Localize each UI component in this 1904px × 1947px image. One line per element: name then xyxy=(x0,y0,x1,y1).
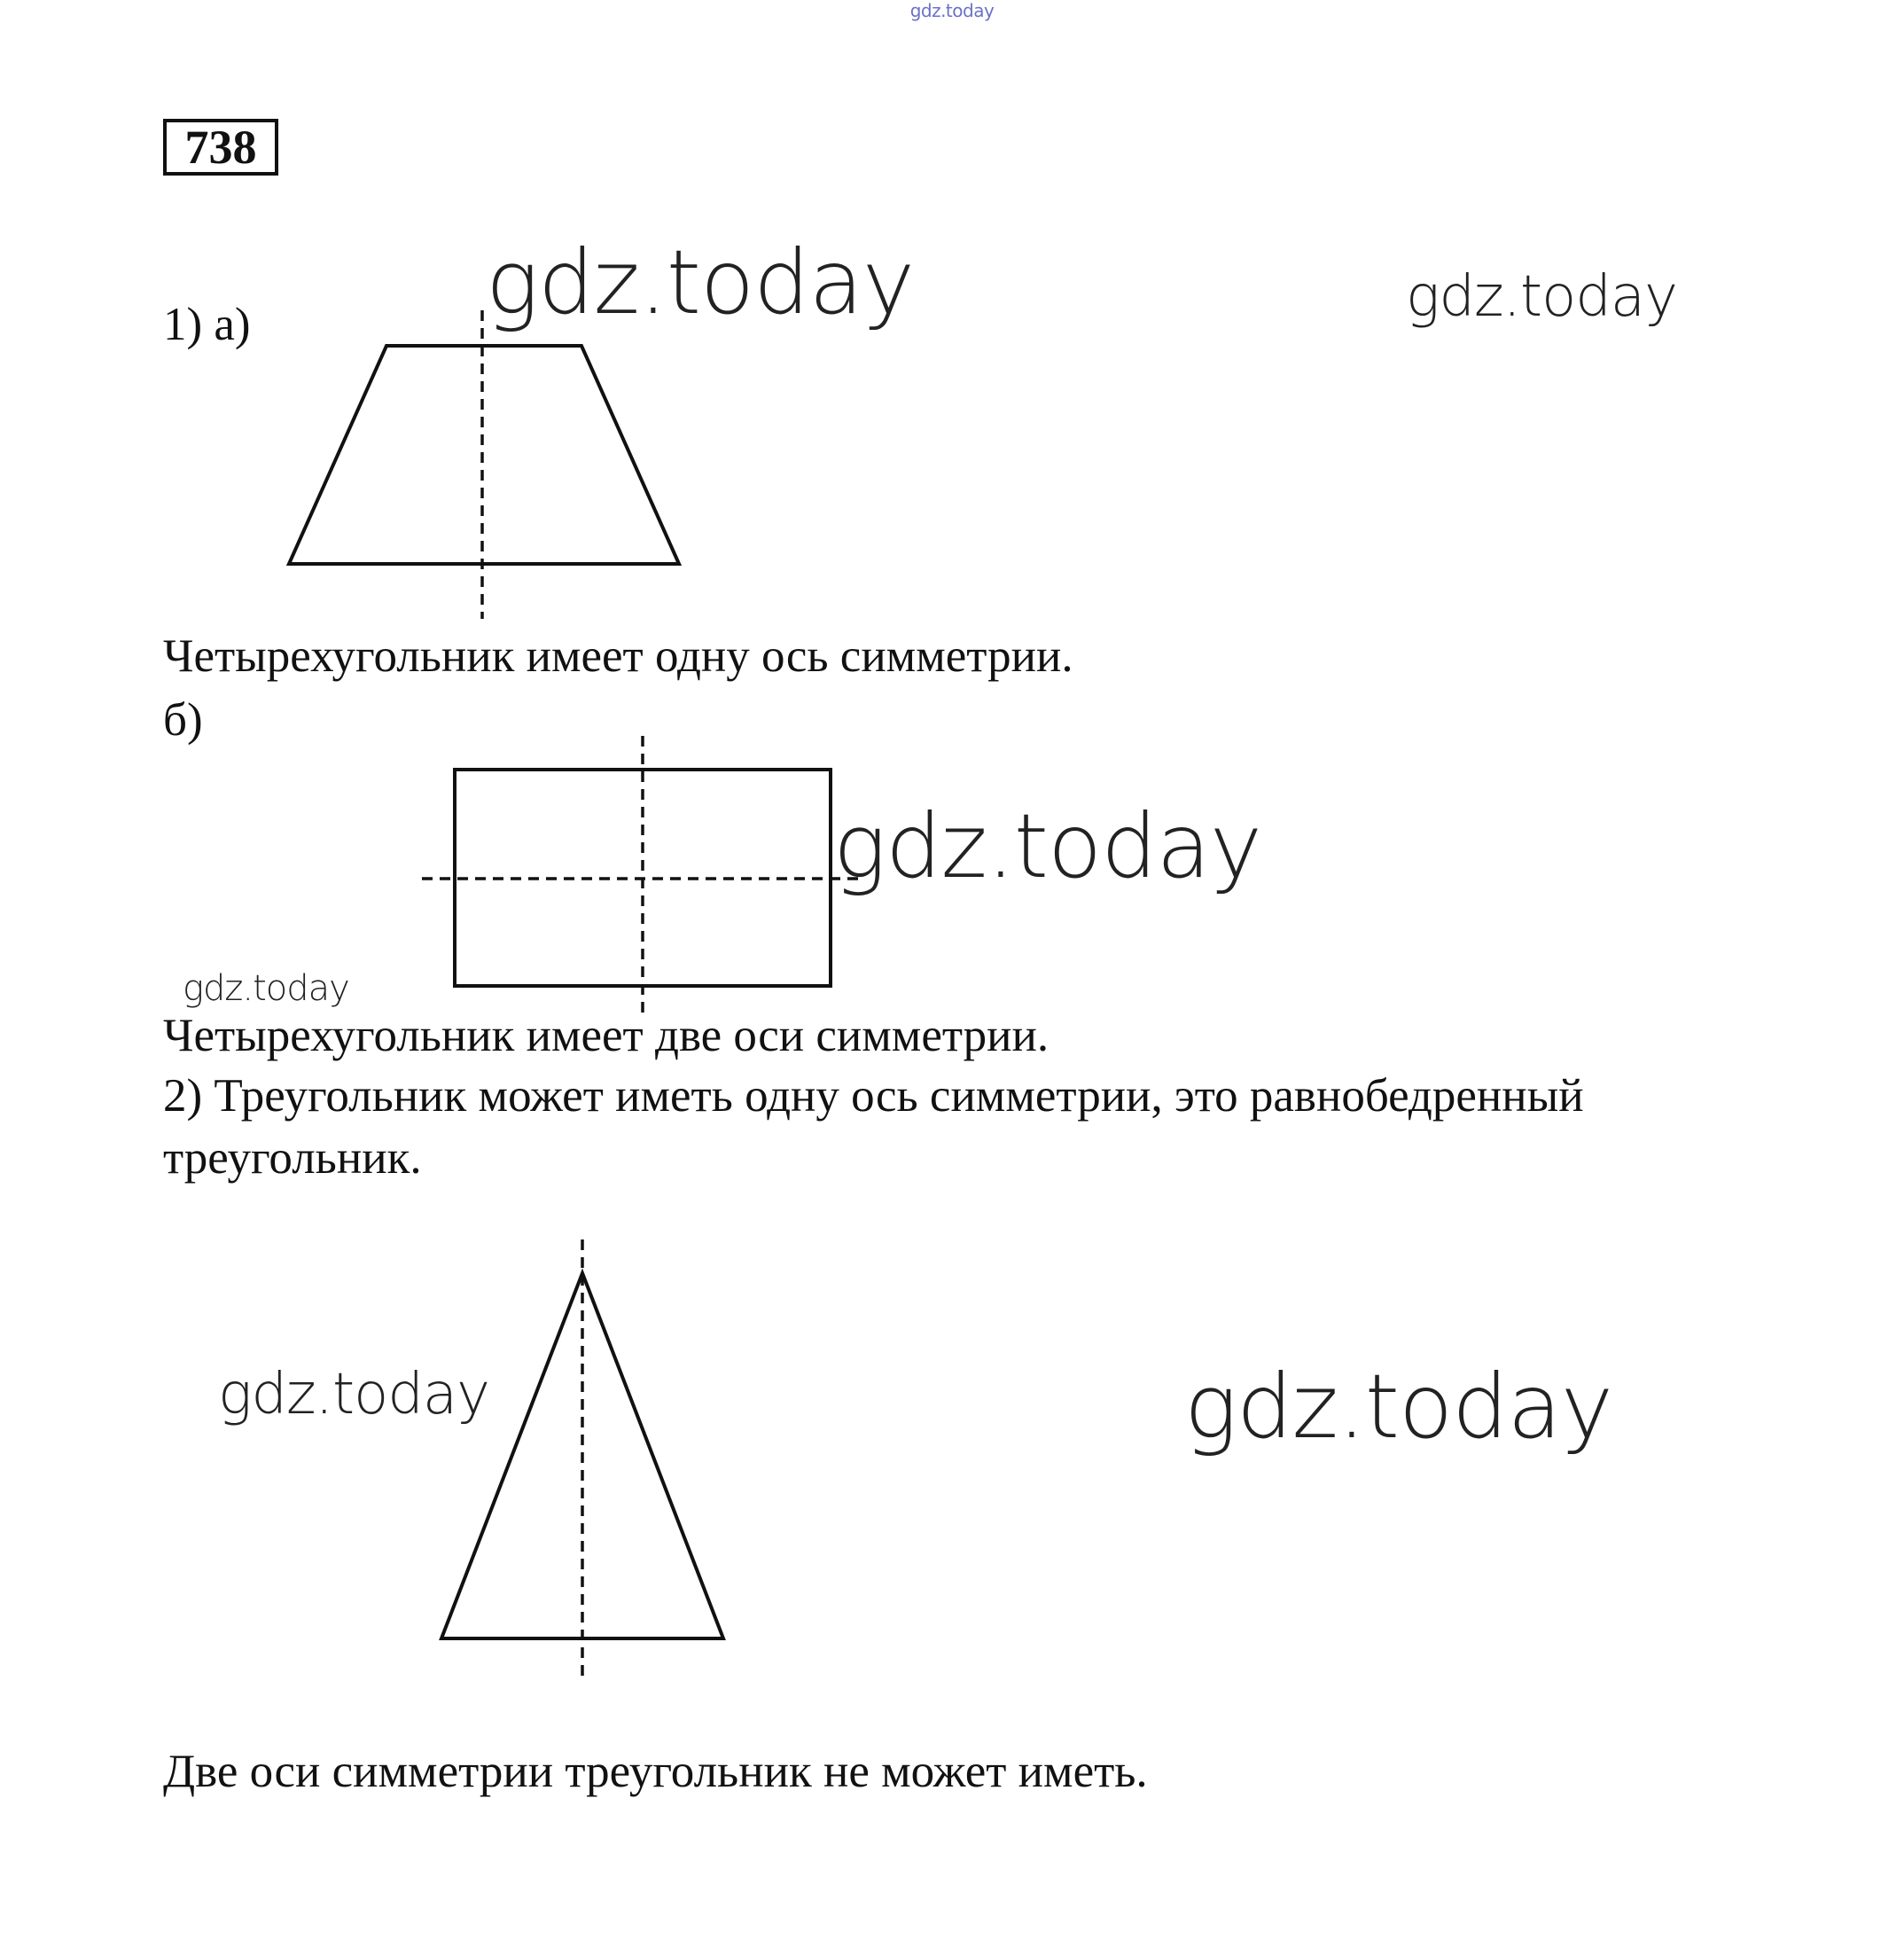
part-2-line-2: треугольник. xyxy=(163,1132,422,1184)
part-2-line-1: 2) Треугольник может иметь одну ось симметрии, это равнобедренный xyxy=(163,1070,1584,1122)
part-1a-label: 1) а) xyxy=(163,299,251,350)
watermark: gdz.today xyxy=(218,1362,489,1427)
part-1b-label: б) xyxy=(163,694,203,746)
watermark: gdz.today xyxy=(1406,264,1677,330)
part-1a-answer: Четырехугольник имеет одну ось симметрии. xyxy=(163,630,1073,682)
rectangle-figure xyxy=(422,736,865,1020)
watermark: gdz.today xyxy=(486,231,915,334)
trapezoid-figure xyxy=(289,310,679,619)
watermark: gdz.today xyxy=(833,794,1262,898)
trapezoid-shape xyxy=(289,346,679,564)
triangle-figure xyxy=(441,1239,723,1677)
watermark: gdz.today xyxy=(183,968,349,1009)
part-1b-answer: Четырехугольник имеет две оси симметрии. xyxy=(163,1010,1050,1061)
watermark: gdz.today xyxy=(1184,1355,1613,1458)
part-2-conclusion: Две оси симметрии треугольник не может иметь. xyxy=(163,1746,1148,1797)
problem-number: 738 xyxy=(163,119,278,176)
site-mark: gdz.today xyxy=(909,0,995,21)
